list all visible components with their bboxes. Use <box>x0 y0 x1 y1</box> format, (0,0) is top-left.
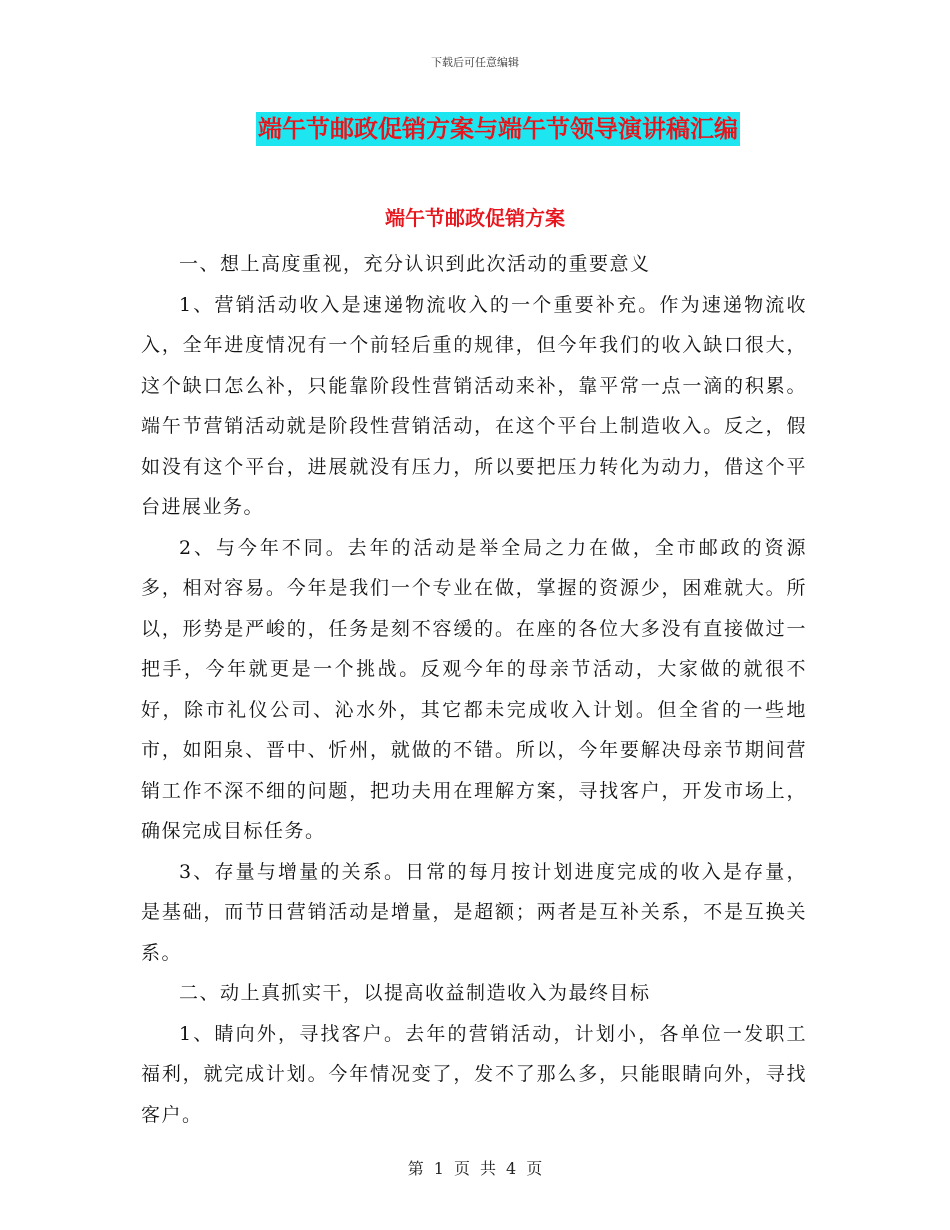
page-footer <box>0 1156 950 1179</box>
footer-suffix: 页 <box>526 1159 543 1178</box>
footer-page-number: 1 <box>433 1159 444 1178</box>
footer-prefix: 第 <box>407 1159 424 1178</box>
section-title: 端午节邮政促销方案 <box>385 206 565 230</box>
header-note: 下载后可任意编辑 <box>431 56 519 69</box>
footer-total-pages: 4 <box>506 1159 517 1178</box>
paragraph-1-1: 1、营销活动收入是速递物流收入的一个重要补充。作为速递物流收入，全年进度情况有一个前轻后重的规律，但今年我们的收入缺口很大，这个缺口怎么补，只能靠阶段性营销活动来补，靠平常一点一滴的积累。端午节营销活动就是阶段性营销活动，在这个平台上制造收入。反之，假如没有这个平台，进展就没有压力，所以要把压力转化为动力，借这个平台进展业务。 <box>141 293 807 518</box>
document-body <box>141 244 807 1135</box>
paragraph-1-3: 3、存量与增量的关系。日常的每月按计划进度完成的收入是存量，是基础，而节日营销活动是增量，是超额；两者是互补关系，不是互换关系。 <box>141 860 807 964</box>
paragraph-2-1: 1、睛向外，寻找客户。去年的营销活动，计划小，各单位一发职工福利，就完成计划。今年情况变了，发不了那么多，只能眼睛向外，寻找客户。 <box>141 1022 807 1126</box>
footer-total-word: 共 <box>480 1159 497 1178</box>
main-title-wrap <box>0 112 950 146</box>
document-title: 端午节邮政促销方案与端午节领导演讲稿汇编 <box>256 112 740 146</box>
heading-1: 一、想上高度重视，充分认识到此次活动的重要意义 <box>179 253 651 275</box>
heading-2: 二、动上真抓实干，以提高收益制造收入为最终目标 <box>179 982 651 1004</box>
footer-page-word: 页 <box>453 1159 470 1178</box>
paragraph-1-2: 2、与今年不同。去年的活动是举全局之力在做，全市邮政的资源多，相对容易。今年是我们一个专业在做，掌握的资源少，困难就大。所以，形势是严峻的，任务是刻不容缓的。在座的各位大多没有直接做过一把手，今年就更是一个挑战。反观今年的母亲节活动，大家做的就很不好，除市礼仪公司、沁水外，其它都未完成收入计划。但全省的一些地市，如阳泉、晋中、忻州，就做的不错。所以，今年要解决母亲节期间营销工作不深不细的问题，把功夫用在理解方案，寻找客户，开发市场上，确保完成目标任务。 <box>141 536 807 842</box>
